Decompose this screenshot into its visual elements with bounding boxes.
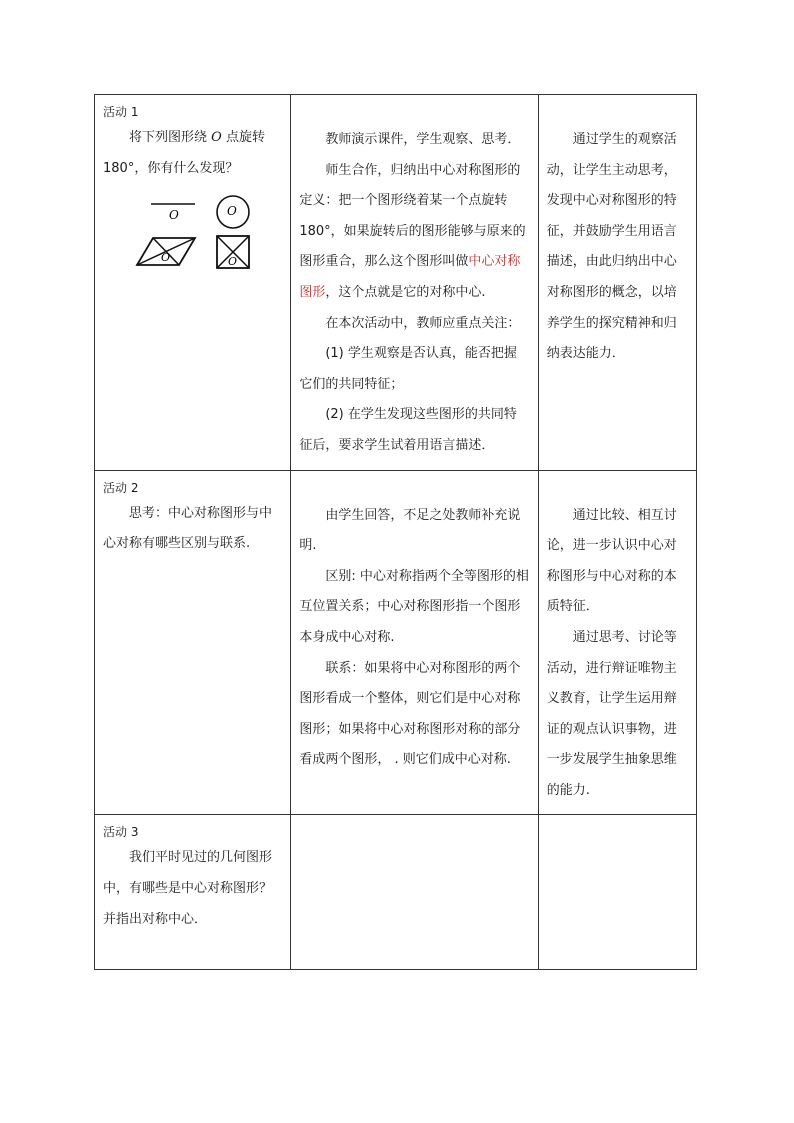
segment-figure (151, 204, 195, 222)
activity-3-teacher-cell (291, 815, 538, 970)
lesson-plan-table (94, 94, 697, 970)
square-center-label: O (228, 255, 238, 269)
task-text: 点旋转 (221, 130, 265, 145)
activity-2-purpose-cell (538, 470, 696, 815)
activity-2-title: 活动 2 (103, 480, 139, 495)
activity-1-task-line1 (103, 123, 282, 154)
teacher-text-8: 联系：如果将中心对称图形的两个图形看成一个整体，则它们是中心对称图形；如果将中心对称图形对称的部分看成两个图形， . 则它们成中心对称. (299, 660, 521, 768)
definition-text-end: ，这个点就是它的对称中心. (325, 284, 486, 300)
highlighted-term: 中心对称图形 (299, 254, 521, 300)
activity-3-title: 活动 3 (103, 825, 139, 840)
teacher-text-5: (2) 在学生发现这些图形的共同特征后，要求学生试着用语言描述． (299, 407, 517, 453)
square-figure (217, 236, 249, 268)
activity-1-purpose-cell (538, 95, 696, 471)
purpose-text-1: 通过学生的观察活动，让学生主动思考，发现中心对称图形的特征，并鼓励学生用语言描述，由此归纳出中心对称图形的概念，以培养学生的探究精神和归纳表达能力． (546, 132, 677, 362)
task-text: 将下列图形绕 (129, 130, 212, 145)
activity-2-teacher-cell (291, 470, 538, 815)
activity-3-row (95, 815, 697, 970)
teacher-text-2 (299, 156, 529, 309)
activity-1-row (95, 95, 697, 471)
activity-2-task-cell (95, 470, 291, 815)
purpose-text-3: 通过思考、讨论等活动，进行辩证唯物主义教育，让学生运用辩证的观点认识事物，进一步发展学生抽象思维的能力. (546, 629, 677, 798)
point-o-label: O (211, 130, 222, 145)
activity-3-purpose-cell (538, 815, 696, 970)
activity-1-teacher-cell (291, 95, 538, 471)
teacher-text-7: 区别: 中心对称指两个全等图形的相互位置关系；中心对称图形指一个图形本身成中心对称. (299, 568, 529, 645)
circle-center-label: O (227, 204, 237, 219)
teacher-text-1: 教师演示课件，学生观察、思考． (325, 132, 521, 147)
activity-2-row (95, 470, 697, 815)
activity-2-task-text: 思考：中心对称图形与中心对称有哪些区别与联系. (103, 505, 273, 552)
activity-3-task-cell (95, 815, 291, 970)
definition-text: 师生合作，归纳出中心对称图形的定义：把一个图形绕着某一个点旋转 180°，如果旋转后的图形能够与原来的图形重合，那么这个图形叫做 (299, 162, 526, 270)
parallelogram-figure (137, 238, 195, 265)
teacher-text-6: 由学生回答，不足之处教师补充说明. (299, 507, 521, 554)
circle-figure (217, 196, 249, 228)
purpose-text-2: 通过比较、相互讨论，进一步认识中心对称图形与中心对称的本质特征． (546, 507, 677, 615)
activity-1-task-line2: 180°，你有什么发现？ (103, 160, 239, 176)
activity-3-task-text: 我们平时见过的几何图形中，有哪些是中心对称图形？并指出对称中心． (103, 850, 273, 927)
rotation-figures (121, 190, 261, 276)
activity-1-title: 活动 1 (103, 105, 139, 119)
segment-center-label: O (169, 208, 179, 223)
teacher-text-3: 在本次活动中，教师应重点关注： (325, 315, 521, 331)
teacher-text-4: (1) 学生观察是否认真，能否把握它们的共同特征； (299, 346, 517, 392)
activity-1-task-cell (95, 95, 291, 471)
parallelogram-center-label: O (161, 251, 171, 265)
